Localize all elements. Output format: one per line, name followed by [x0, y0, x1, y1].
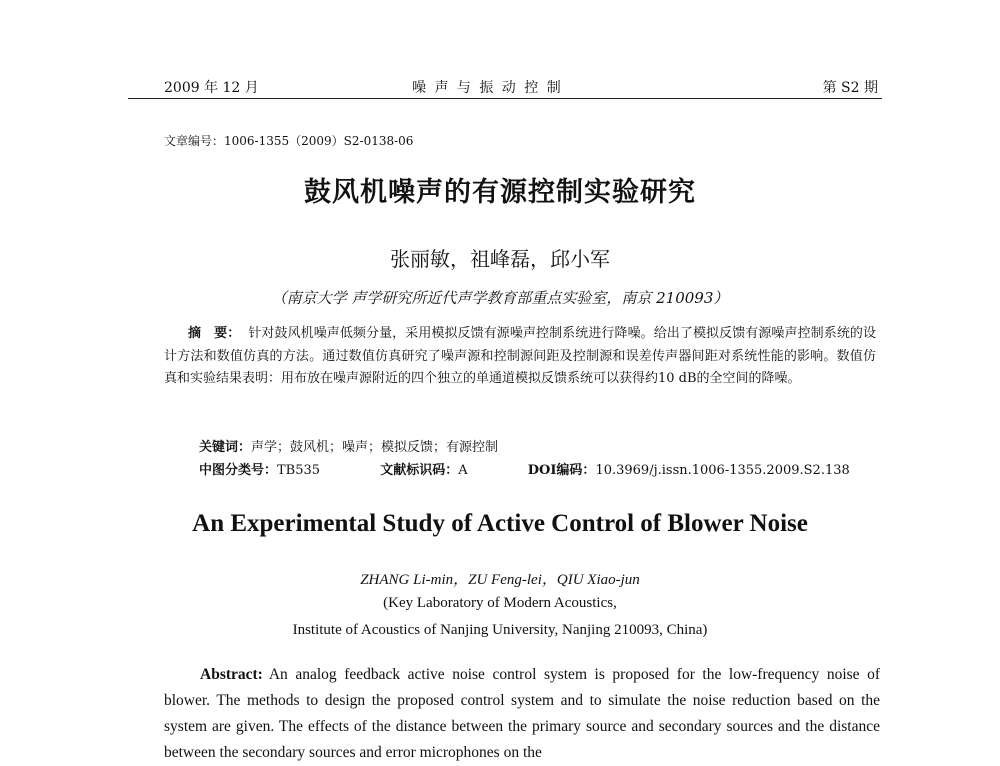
keywords-chinese [199, 436, 498, 455]
classification-line [199, 459, 906, 478]
doi-value: 10.3969/j.issn.1006-1355.2009.S2.138 [595, 463, 850, 478]
header-date: 2009 年 12 月 [164, 80, 259, 96]
doc-code-value: A [458, 463, 468, 478]
title-english: An Experimental Study of Active Control of Blower Noise [192, 510, 808, 537]
header-rule [128, 98, 882, 99]
doc-code-label: 文献标识码： [380, 463, 459, 478]
abstract-chinese-text: 针对鼓风机噪声低频分量，采用模拟反馈有源噪声控制系统进行降噪。给出了模拟反馈有源噪声控制系统的设计方法和数值仿真的方法。通过数值仿真研究了噪声源和控制源间距及控制源和误差传声器间距对系统性能的影响。数值仿真和实验结果表明：用布放在噪声源附近的四个独立的单通道模拟反馈系统可以获得约10 dB的全空间的降噪。 [164, 326, 876, 386]
keywords-label: 关键词： [199, 440, 252, 455]
abstract-english-text: An analog feedback active noise control system is proposed for the low-frequency noise of blower. The methods to design the proposed control system and to simulate the noise reduction based on the system are given. The effects of the distance between the primary source and secondary sources and the distance between the secondary sources and error microphones on the [164, 666, 880, 761]
article-number: 文章编号：1006-1355（2009）S2-0138-06 [164, 134, 414, 148]
authors-english: ZHANG Li-min，ZU Feng-lei，QIU Xiao-jun [360, 572, 640, 588]
abstract-chinese-label: 摘 要： [188, 326, 241, 341]
abstract-english [164, 662, 880, 766]
keywords-text: 声学；鼓风机；噪声；模拟反馈；有源控制 [251, 440, 499, 455]
clc-label: 中图分类号： [199, 463, 278, 478]
affiliation-chinese: （南京大学 声学研究所近代声学教育部重点实验室，南京 210093） [271, 289, 729, 307]
abstract-chinese [164, 323, 876, 391]
doi-label: DOI编码： [527, 463, 596, 478]
title-chinese: 鼓风机噪声的有源控制实验研究 [304, 177, 696, 208]
authors-chinese: 张丽敏，祖峰磊，邱小军 [390, 247, 610, 271]
affiliation-english-line1: (Key Laboratory of Modern Acoustics, [383, 595, 617, 611]
abstract-english-label: Abstract: [200, 666, 263, 683]
affiliation-english-line2: Institute of Acoustics of Nanjing University, Nanjing 210093, China) [292, 622, 708, 638]
header-journal-title: 噪 声 与 振 动 控 制 [412, 80, 563, 96]
clc-value: TB535 [277, 463, 321, 478]
header-issue: 第 S2 期 [822, 80, 878, 96]
